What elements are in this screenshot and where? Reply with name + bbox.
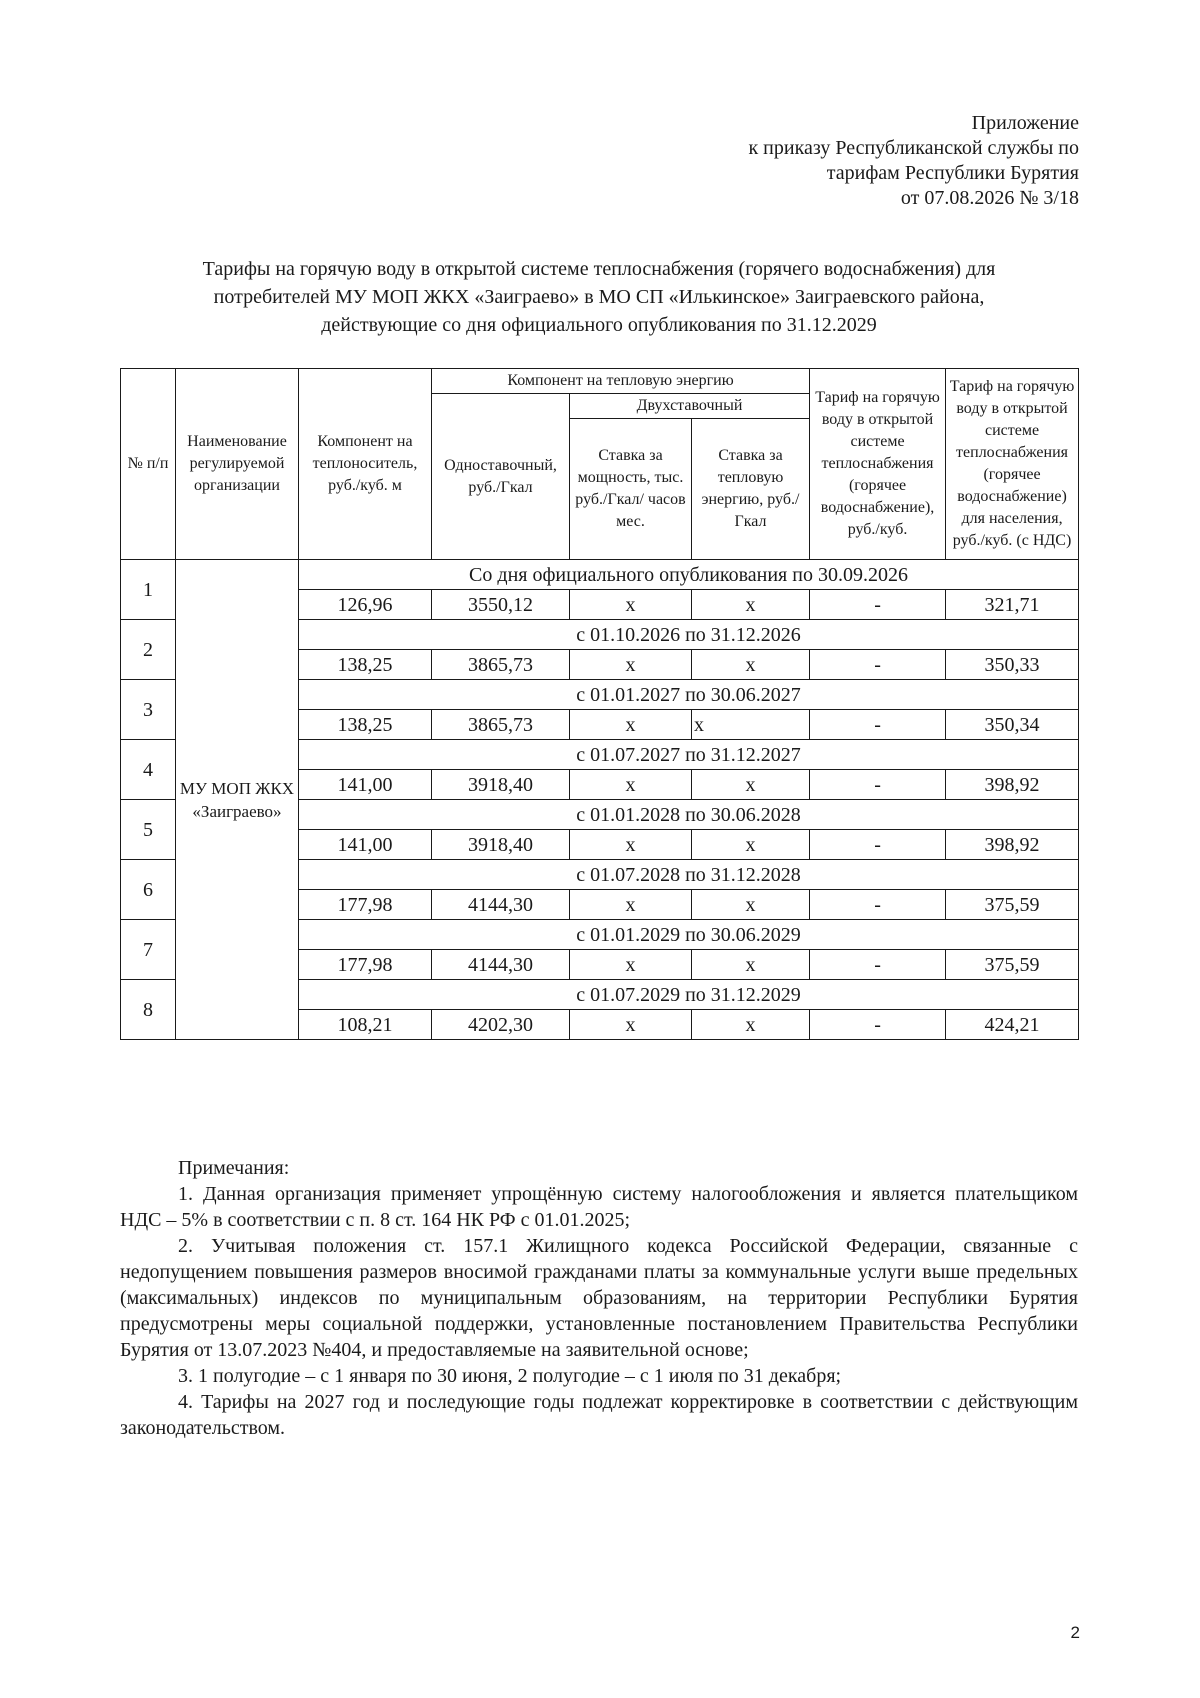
single-rate-value: 4144,30 xyxy=(432,950,570,980)
capacity-value: х xyxy=(570,710,692,740)
document-title xyxy=(120,255,1078,339)
single-rate-value: 4202,30 xyxy=(432,1010,570,1040)
note-item: 1. Данная организация применяет упрощённую систему налогообложения и является плательщиком НДС – 5% в соответствии с п. 8 ст. 164 НК РФ с 01.01.2025; xyxy=(120,1183,1078,1231)
tariff-population-value: 350,33 xyxy=(946,650,1079,680)
period-label: с 01.07.2027 по 31.12.2027 xyxy=(299,740,1079,770)
order-reference-line: к приказу Республиканской службы по xyxy=(748,137,1079,159)
organization-cell: МУ МОП ЖКХ «Заиграево» xyxy=(176,560,299,1040)
carrier-value: 108,21 xyxy=(299,1010,432,1040)
appendix-line: Приложение xyxy=(971,112,1079,134)
carrier-value: 138,25 xyxy=(299,710,432,740)
energy-rate-value: х xyxy=(692,950,810,980)
capacity-value: х xyxy=(570,770,692,800)
header-tariff-population: Тариф на горячую воду в открытой системе теплоснабжения (горячее водоснабжение) для населения, руб./куб. (с НДС) xyxy=(946,369,1079,560)
period-label: с 01.10.2026 по 31.12.2026 xyxy=(299,620,1079,650)
title-line: действующие со дня официального опубликования по 31.12.2029 xyxy=(321,314,877,336)
carrier-value: 138,25 xyxy=(299,650,432,680)
tariff-table xyxy=(120,368,1079,1040)
period-label: с 01.01.2027 по 30.06.2027 xyxy=(299,680,1079,710)
tariff-population-value: 321,71 xyxy=(946,590,1079,620)
title-line: Тарифы на горячую воду в открытой системе теплоснабжения (горячего водоснабжения) для xyxy=(202,258,996,280)
carrier-value: 177,98 xyxy=(299,950,432,980)
row-number: 2 xyxy=(121,620,176,680)
single-rate-value: 3865,73 xyxy=(432,650,570,680)
header-num: № п/п xyxy=(121,369,176,560)
tariff-value: - xyxy=(810,950,946,980)
period-row xyxy=(121,560,1079,590)
page-number: 2 xyxy=(1070,1623,1080,1642)
tariff-value: - xyxy=(810,1010,946,1040)
tariff-population-value: 398,92 xyxy=(946,830,1079,860)
header-tariff: Тариф на горячую воду в открытой системе теплоснабжения (горячее водоснабжение), руб./куб. xyxy=(810,369,946,560)
period-label: Со дня официального опубликования по 30.09.2026 xyxy=(299,560,1079,590)
row-number: 8 xyxy=(121,980,176,1040)
single-rate-value: 3550,12 xyxy=(432,590,570,620)
row-number: 6 xyxy=(121,860,176,920)
header-carrier-component: Компонент на теплоноситель, руб./куб. м xyxy=(299,369,432,560)
tariff-value: - xyxy=(810,710,946,740)
header-capacity-rate: Ставка за мощность, тыс. руб./Гкал/ часов мес. xyxy=(570,419,692,560)
energy-rate-value: х xyxy=(692,1010,810,1040)
header-two-part: Двухставочный xyxy=(570,394,810,419)
tariff-value: - xyxy=(810,890,946,920)
single-rate-value: 4144,30 xyxy=(432,890,570,920)
tariff-value: - xyxy=(810,830,946,860)
header-single-rate: Одноставочный, руб./Гкал xyxy=(432,394,570,560)
tariff-value: - xyxy=(810,590,946,620)
tariff-population-value: 375,59 xyxy=(946,890,1079,920)
header-organization: Наименование регулируемой организации xyxy=(176,369,299,560)
tariff-population-value: 398,92 xyxy=(946,770,1079,800)
row-number: 3 xyxy=(121,680,176,740)
row-number: 7 xyxy=(121,920,176,980)
carrier-value: 141,00 xyxy=(299,770,432,800)
capacity-value: х xyxy=(570,1010,692,1040)
header-energy-component: Компонент на тепловую энергию xyxy=(432,369,810,394)
energy-rate-value: х xyxy=(692,770,810,800)
note-item: 4. Тарифы на 2027 год и последующие годы подлежат корректировке в соответствии с действующим законодательством. xyxy=(120,1391,1078,1439)
notes-section xyxy=(120,1155,1078,1441)
energy-rate-value: х xyxy=(692,710,810,740)
energy-rate-value: х xyxy=(692,650,810,680)
single-rate-value: 3865,73 xyxy=(432,710,570,740)
period-label: с 01.01.2028 по 30.06.2028 xyxy=(299,800,1079,830)
energy-rate-value: х xyxy=(692,890,810,920)
period-label: с 01.07.2028 по 31.12.2028 xyxy=(299,860,1079,890)
row-number: 5 xyxy=(121,800,176,860)
agency-line: тарифам Республики Бурятия xyxy=(826,162,1079,184)
capacity-value: х xyxy=(570,950,692,980)
capacity-value: х xyxy=(570,590,692,620)
capacity-value: х xyxy=(570,650,692,680)
tariff-value: - xyxy=(810,770,946,800)
note-item: 2. Учитывая положения ст. 157.1 Жилищного кодекса Российской Федерации, связанные с недопущением повышения размеров вносимой гражданами платы за коммунальные услуги выше предельных (максимальных) индексов по муниципальным образованиям, на территории Республики Бурятия предусмотрены меры социальной поддержки, установленные постановлением Правительства Республики Бурятия от 13.07.2023 №404, и предоставляемые на заявительной основе; xyxy=(120,1235,1078,1361)
title-line: потребителей МУ МОП ЖКХ «Заиграево» в МО СП «Илькинское» Заиграевского района, xyxy=(213,286,985,308)
energy-rate-value: х xyxy=(692,830,810,860)
energy-rate-value: х xyxy=(692,590,810,620)
header-energy-rate: Ставка за тепловую энергию, руб./Гкал xyxy=(692,419,810,560)
note-item: 3. 1 полугодие – с 1 января по 30 июня, 2 полугодие – с 1 июля по 31 декабря; xyxy=(178,1365,842,1387)
row-number: 4 xyxy=(121,740,176,800)
period-label: с 01.01.2029 по 30.06.2029 xyxy=(299,920,1079,950)
row-number: 1 xyxy=(121,560,176,620)
appendix-header xyxy=(748,111,1079,211)
notes-title: Примечания: xyxy=(178,1157,290,1179)
single-rate-value: 3918,40 xyxy=(432,770,570,800)
tariff-population-value: 424,21 xyxy=(946,1010,1079,1040)
tariff-value: - xyxy=(810,650,946,680)
capacity-value: х xyxy=(570,890,692,920)
period-label: с 01.07.2029 по 31.12.2029 xyxy=(299,980,1079,1010)
carrier-value: 141,00 xyxy=(299,830,432,860)
carrier-value: 177,98 xyxy=(299,890,432,920)
capacity-value: х xyxy=(570,830,692,860)
tariff-population-value: 350,34 xyxy=(946,710,1079,740)
single-rate-value: 3918,40 xyxy=(432,830,570,860)
tariff-population-value: 375,59 xyxy=(946,950,1079,980)
order-date-line: от 07.08.2026 № 3/18 xyxy=(900,187,1079,209)
carrier-value: 126,96 xyxy=(299,590,432,620)
